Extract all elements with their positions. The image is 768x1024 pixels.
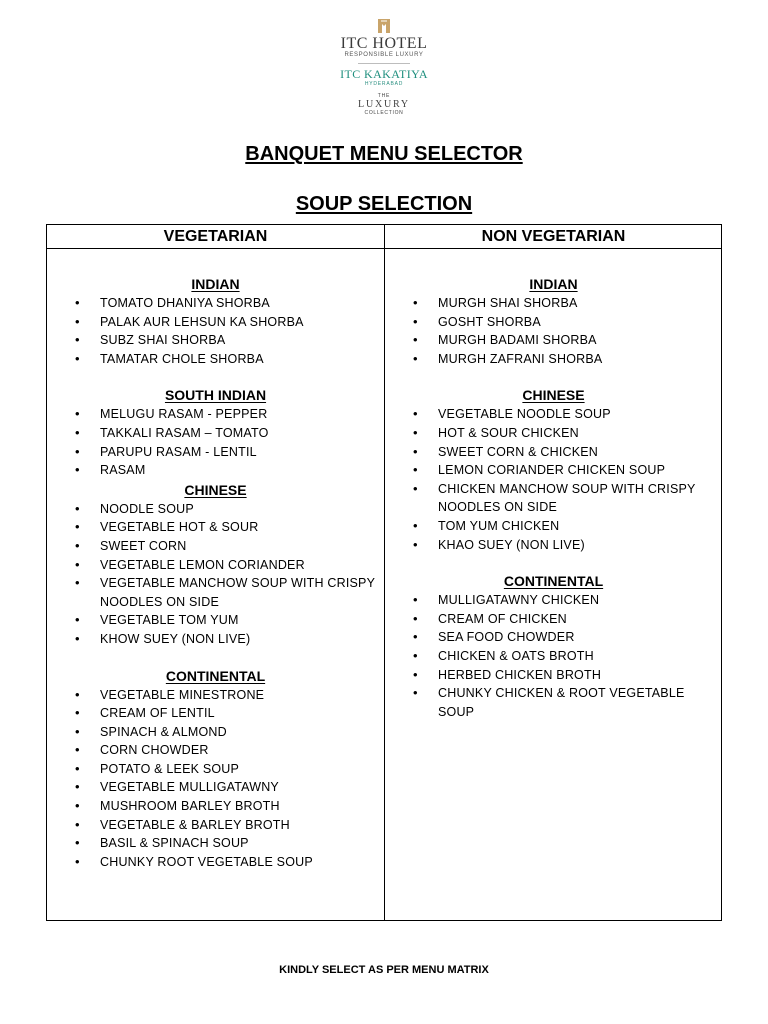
menu-item-list (47, 405, 384, 479)
menu-item: • CORN CHOWDER (47, 741, 384, 760)
page-subtitle: SOUP SELECTION (295, 193, 473, 215)
menu-item: • SEA FOOD CHOWDER (385, 628, 722, 647)
menu-item: • MULLIGATAWNY CHICKEN (385, 591, 722, 610)
menu-item: • VEGETABLE TOM YUM (47, 611, 384, 630)
menu-item: • TAMATAR CHOLE SHORBA (47, 350, 384, 369)
menu-item-list (47, 500, 384, 649)
menu-item: • KHOW SUEY (NON LIVE) (47, 630, 384, 649)
collection-the: THE (377, 93, 391, 99)
hotel-name: ITC KAKATIYA (340, 67, 428, 81)
section-heading: SOUTH INDIAN (164, 387, 267, 404)
menu-item: • VEGETABLE & BARLEY BROTH (47, 816, 384, 835)
menu-item: • VEGETABLE MINESTRONE (47, 686, 384, 705)
menu-item-list (47, 686, 384, 872)
itc-emblem-icon (377, 18, 391, 34)
menu-section (47, 666, 384, 872)
menu-section (385, 274, 722, 368)
menu-item-list (385, 294, 722, 368)
menu-section (47, 274, 384, 368)
menu-item: • BASIL & SPINACH SOUP (47, 834, 384, 853)
menu-item: • GOSHT SHORBA (385, 313, 722, 332)
menu-item: • LEMON CORIANDER CHICKEN SOUP (385, 461, 722, 480)
logo-divider (358, 63, 410, 64)
menu-item: • MUSHROOM BARLEY BROTH (47, 797, 384, 816)
menu-item: • VEGETABLE LEMON CORIANDER (47, 556, 384, 575)
brand-name: ITC HOTEL (340, 35, 428, 52)
menu-section (385, 385, 722, 554)
menu-item: • CHICKEN MANCHOW SOUP WITH CRISPY NOODLES ON SIDE (385, 480, 722, 517)
section-heading: INDIAN (529, 276, 578, 292)
menu-item: • POTATO & LEEK SOUP (47, 760, 384, 779)
section-heading: CONTINENTAL (503, 573, 604, 590)
menu-section (47, 385, 384, 479)
menu-item: • CHICKEN & OATS BROTH (385, 647, 722, 666)
page-title: BANQUET MENU SELECTOR (245, 143, 523, 165)
menu-item: • CREAM OF CHICKEN (385, 610, 722, 629)
menu-item: • PARUPU RASAM - LENTIL (47, 443, 384, 462)
collection-sub: COLLECTION (364, 110, 404, 116)
menu-item-list (385, 591, 722, 721)
non-vegetarian-column (385, 249, 722, 721)
menu-item: • VEGETABLE NOODLE SOUP (385, 405, 722, 424)
menu-table (46, 224, 722, 921)
menu-item: • TOMATO DHANIYA SHORBA (47, 294, 384, 313)
menu-item: • SWEET CORN (47, 537, 384, 556)
menu-item: • SPINACH & ALMOND (47, 723, 384, 742)
menu-item: • MURGH SHAI SHORBA (385, 294, 722, 313)
menu-section (47, 480, 384, 649)
menu-section (385, 571, 722, 721)
menu-item-list (47, 294, 384, 368)
menu-item: • SWEET CORN & CHICKEN (385, 443, 722, 462)
vegetarian-header: VEGETARIAN (163, 228, 268, 245)
footer-note: KINDLY SELECT AS PER MENU MATRIX (279, 964, 489, 976)
menu-item: • RASAM (47, 461, 384, 480)
menu-item: • KHAO SUEY (NON LIVE) (385, 536, 722, 555)
menu-item: • CHUNKY CHICKEN & ROOT VEGETABLE SOUP (385, 684, 722, 721)
menu-item: • TAKKALI RASAM – TOMATO (47, 424, 384, 443)
menu-item: • CHUNKY ROOT VEGETABLE SOUP (47, 853, 384, 872)
menu-item: • HOT & SOUR CHICKEN (385, 424, 722, 443)
menu-item: • CREAM OF LENTIL (47, 704, 384, 723)
hotel-logo (0, 18, 768, 116)
section-heading: INDIAN (191, 276, 240, 292)
non-vegetarian-header: NON VEGETARIAN (481, 228, 626, 245)
menu-item: • VEGETABLE HOT & SOUR (47, 518, 384, 537)
menu-item: • VEGETABLE MULLIGATAWNY (47, 778, 384, 797)
menu-item: • PALAK AUR LEHSUN KA SHORBA (47, 313, 384, 332)
menu-item: • NOODLE SOUP (47, 500, 384, 519)
section-heading: CHINESE (184, 481, 247, 498)
section-heading: CHINESE (522, 387, 585, 404)
menu-item: • HERBED CHICKEN BROTH (385, 666, 722, 685)
menu-item: • VEGETABLE MANCHOW SOUP WITH CRISPY NOODLES ON SIDE (47, 574, 384, 611)
menu-item: • SUBZ SHAI SHORBA (47, 331, 384, 350)
collection-name: LUXURY (358, 99, 410, 110)
hotel-city: HYDERABAD (364, 81, 404, 87)
vegetarian-column (47, 249, 384, 871)
menu-item: • MURGH ZAFRANI SHORBA (385, 350, 722, 369)
section-heading: CONTINENTAL (165, 667, 266, 684)
menu-item-list (385, 405, 722, 554)
menu-item: • MURGH BADAMI SHORBA (385, 331, 722, 350)
menu-item: • TOM YUM CHICKEN (385, 517, 722, 536)
brand-tagline: RESPONSIBLE LUXURY (344, 52, 424, 58)
menu-item: • MELUGU RASAM - PEPPER (47, 405, 384, 424)
